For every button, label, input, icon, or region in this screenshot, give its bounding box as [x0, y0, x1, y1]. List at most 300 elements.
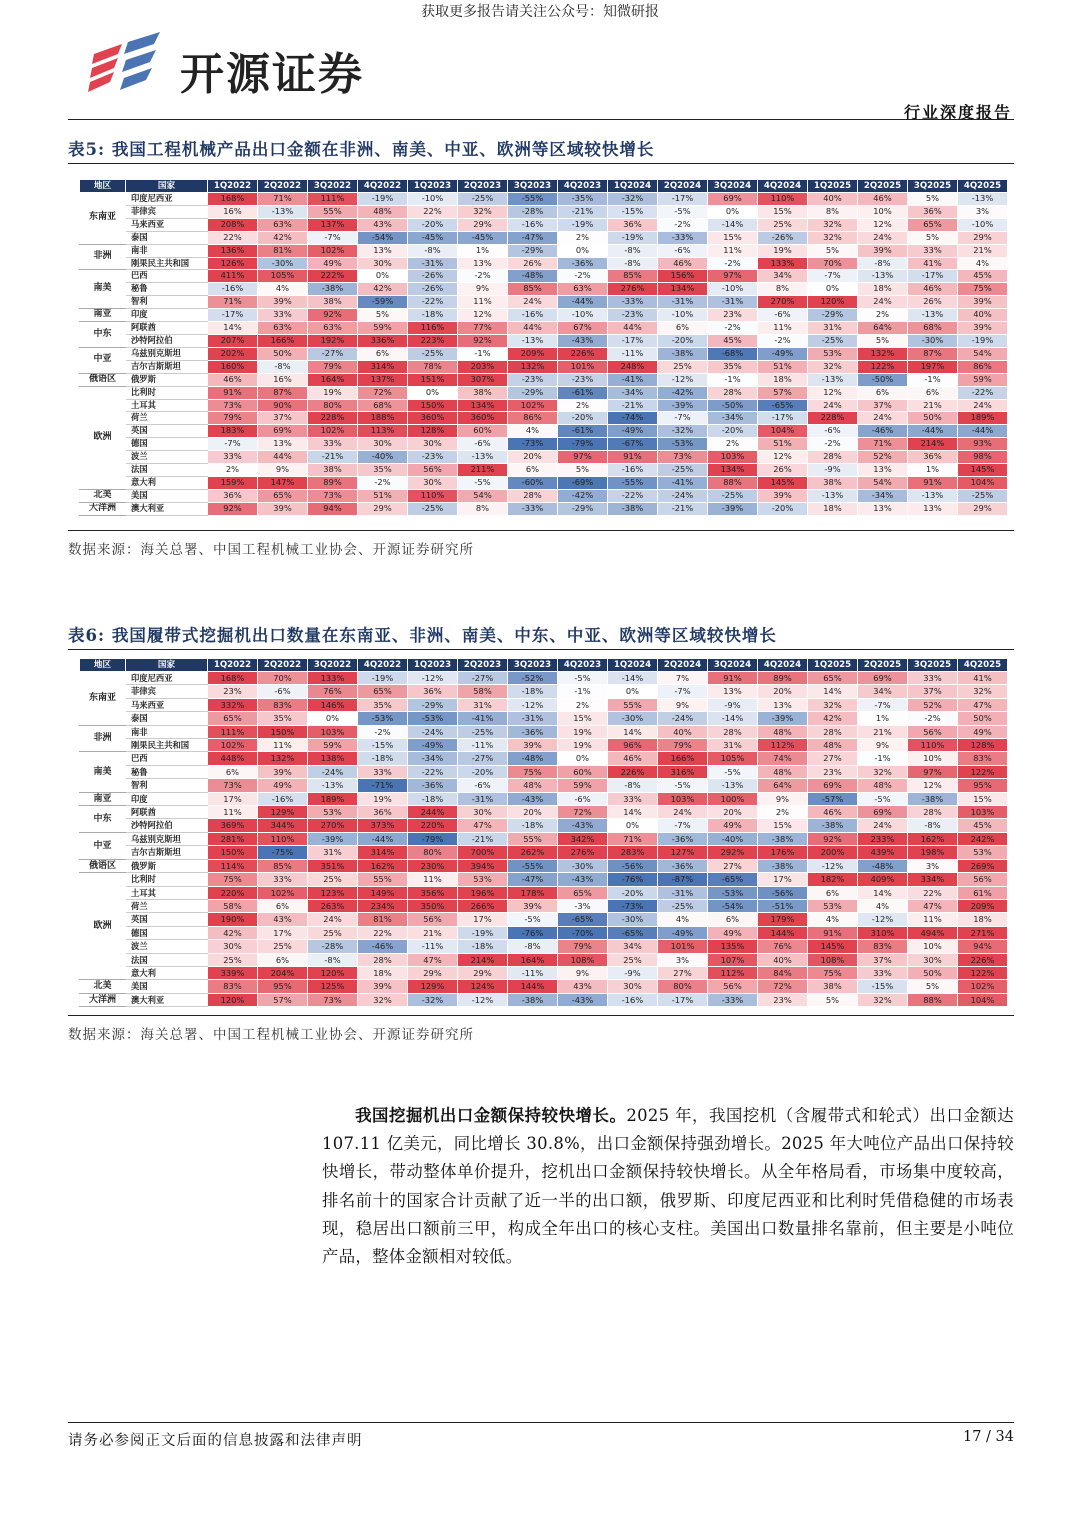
value-cell: 103%: [658, 792, 708, 805]
table6-title: [68, 622, 777, 646]
value-cell: 79%: [308, 360, 358, 373]
country-cell: 菲律宾: [126, 685, 208, 698]
country-cell: 意大利: [126, 966, 208, 979]
value-cell: 114%: [208, 859, 258, 872]
value-cell: 2%: [558, 399, 608, 412]
value-cell: 116%: [408, 322, 458, 335]
value-cell: 39%: [508, 739, 558, 752]
value-cell: 11%: [408, 873, 458, 886]
table5-bottom-rule: [68, 530, 1014, 531]
value-cell: 43%: [558, 980, 608, 993]
table-row: [80, 425, 1008, 438]
value-cell: 162%: [908, 832, 958, 845]
value-cell: -6%: [258, 685, 308, 698]
value-cell: 10%: [858, 205, 908, 218]
table6-bottom-rule: [68, 1015, 1014, 1016]
value-cell: 30%: [358, 438, 408, 451]
header-rule: [68, 119, 1014, 120]
value-cell: 36%: [358, 806, 408, 819]
table-row: [80, 980, 1008, 993]
value-cell: -18%: [458, 940, 508, 953]
header-row: [80, 659, 1008, 672]
value-cell: 89%: [308, 476, 358, 489]
value-cell: 17%: [458, 913, 508, 926]
value-cell: 20%: [508, 451, 558, 464]
value-cell: 0%: [558, 244, 608, 257]
value-cell: 11%: [458, 296, 508, 309]
value-cell: 8%: [458, 502, 508, 515]
table-row: [80, 966, 1008, 979]
value-cell: -7%: [658, 412, 708, 425]
value-cell: 369%: [208, 819, 258, 832]
value-cell: 203%: [458, 360, 508, 373]
value-cell: -55%: [608, 476, 658, 489]
value-cell: 79%: [558, 940, 608, 953]
value-cell: 18%: [958, 913, 1008, 926]
value-cell: -31%: [458, 792, 508, 805]
value-cell: -60%: [508, 476, 558, 489]
value-cell: 150%: [258, 725, 308, 738]
value-cell: 104%: [958, 993, 1008, 1006]
value-cell: 41%: [958, 672, 1008, 685]
value-cell: 87%: [908, 347, 958, 360]
table-row: [80, 451, 1008, 464]
value-cell: 50%: [908, 966, 958, 979]
value-cell: 24%: [858, 231, 908, 244]
value-cell: 10%: [908, 940, 958, 953]
value-cell: 72%: [358, 386, 408, 399]
value-cell: 110%: [758, 193, 808, 206]
value-cell: -61%: [558, 425, 608, 438]
value-cell: 12%: [858, 218, 908, 231]
table-row: [80, 205, 1008, 218]
value-cell: 102%: [958, 980, 1008, 993]
country-cell: 马来西亚: [126, 218, 208, 231]
value-cell: -10%: [958, 218, 1008, 231]
value-cell: 13%: [258, 438, 308, 451]
value-cell: 9%: [258, 464, 308, 477]
value-cell: -10%: [408, 193, 458, 206]
region-cell: 中东: [80, 806, 126, 833]
value-cell: 4%: [808, 913, 858, 926]
value-cell: 51%: [758, 360, 808, 373]
value-cell: 69%: [808, 779, 858, 792]
value-cell: 230%: [408, 859, 458, 872]
table-row: [80, 913, 1008, 926]
table6-title-text: 我国履带式挖掘机出口数量在东南亚、非洲、南美、中东、中亚、欧洲等区域较快增长: [111, 626, 777, 645]
value-cell: -43%: [508, 792, 558, 805]
value-cell: 200%: [808, 846, 858, 859]
value-cell: 276%: [608, 283, 658, 296]
value-cell: 59%: [558, 779, 608, 792]
value-cell: 32%: [808, 218, 858, 231]
value-cell: -8%: [858, 257, 908, 270]
value-cell: 95%: [958, 779, 1008, 792]
value-cell: 39%: [258, 765, 308, 778]
value-cell: 129%: [258, 806, 308, 819]
country-cell: 土耳其: [126, 399, 208, 412]
value-cell: 32%: [858, 765, 908, 778]
value-cell: 12%: [458, 309, 508, 322]
col-header-quarter: 1Q2022: [208, 659, 258, 672]
value-cell: 78%: [408, 360, 458, 373]
country-cell: 印度: [126, 309, 208, 322]
value-cell: 25%: [208, 953, 258, 966]
value-cell: 43%: [258, 913, 308, 926]
value-cell: -1%: [708, 373, 758, 386]
value-cell: -18%: [508, 685, 558, 698]
table-row: [80, 765, 1008, 778]
value-cell: 0%: [408, 386, 458, 399]
value-cell: -39%: [758, 712, 808, 725]
country-cell: 刚果民主共和国: [126, 739, 208, 752]
value-cell: 0%: [608, 819, 658, 832]
value-cell: -25%: [958, 489, 1008, 502]
value-cell: -23%: [508, 373, 558, 386]
value-cell: -61%: [558, 386, 608, 399]
value-cell: 21%: [408, 926, 458, 939]
value-cell: 37%: [858, 953, 908, 966]
table5-label: 表5:: [68, 140, 106, 159]
value-cell: -40%: [708, 832, 758, 845]
value-cell: 145%: [758, 476, 808, 489]
table6-title-rule: [68, 649, 1014, 650]
value-cell: -13%: [458, 451, 508, 464]
value-cell: 69%: [858, 672, 908, 685]
value-cell: 11%: [208, 806, 258, 819]
value-cell: 110%: [258, 832, 308, 845]
value-cell: 40%: [658, 725, 708, 738]
value-cell: 27%: [708, 859, 758, 872]
value-cell: 42%: [208, 926, 258, 939]
value-cell: -24%: [658, 489, 708, 502]
value-cell: -48%: [508, 752, 558, 765]
value-cell: 226%: [558, 347, 608, 360]
value-cell: -1%: [908, 373, 958, 386]
value-cell: -28%: [308, 940, 358, 953]
value-cell: 51%: [758, 438, 808, 451]
table-row: [80, 399, 1008, 412]
value-cell: 145%: [808, 940, 858, 953]
value-cell: 98%: [958, 451, 1008, 464]
value-cell: 32%: [458, 205, 508, 218]
col-header-quarter: 1Q2024: [608, 180, 658, 193]
value-cell: 411%: [208, 270, 258, 283]
value-cell: -20%: [608, 886, 658, 899]
value-cell: -10%: [708, 283, 758, 296]
value-cell: 73%: [308, 993, 358, 1006]
value-cell: 87%: [258, 386, 308, 399]
value-cell: 51%: [358, 489, 408, 502]
table5-wrapper: [79, 179, 1007, 516]
value-cell: -30%: [258, 257, 308, 270]
country-cell: 土耳其: [126, 886, 208, 899]
value-cell: 44%: [508, 322, 558, 335]
value-cell: -8%: [908, 819, 958, 832]
value-cell: 136%: [208, 244, 258, 257]
value-cell: 74%: [758, 752, 808, 765]
region-cell: 中东: [80, 322, 126, 348]
value-cell: 91%: [608, 451, 658, 464]
value-cell: -1%: [858, 752, 908, 765]
value-cell: 22%: [358, 926, 408, 939]
value-cell: 20%: [758, 685, 808, 698]
value-cell: 72%: [558, 806, 608, 819]
value-cell: 39%: [958, 322, 1008, 335]
col-header-country: 国家: [126, 180, 208, 193]
value-cell: 59%: [358, 322, 408, 335]
value-cell: 124%: [458, 980, 508, 993]
value-cell: -20%: [658, 334, 708, 347]
value-cell: 162%: [358, 859, 408, 872]
country-cell: 意大利: [126, 476, 208, 489]
value-cell: -19%: [608, 231, 658, 244]
value-cell: -8%: [258, 360, 308, 373]
value-cell: 8%: [808, 205, 858, 218]
country-cell: 美国: [126, 980, 208, 993]
table-row: [80, 899, 1008, 912]
value-cell: -38%: [658, 347, 708, 360]
table-row: [80, 193, 1008, 206]
table-row: [80, 244, 1008, 257]
value-cell: 34%: [608, 940, 658, 953]
value-cell: -7%: [858, 698, 908, 711]
country-cell: 沙特阿拉伯: [126, 819, 208, 832]
value-cell: 41%: [908, 257, 958, 270]
value-cell: 4%: [958, 257, 1008, 270]
value-cell: 29%: [358, 502, 408, 515]
value-cell: -23%: [558, 373, 608, 386]
value-cell: 53%: [458, 873, 508, 886]
value-cell: -32%: [408, 993, 458, 1006]
value-cell: 262%: [508, 846, 558, 859]
value-cell: 19%: [558, 725, 608, 738]
value-cell: 15%: [708, 231, 758, 244]
value-cell: 19%: [308, 386, 358, 399]
table-row: [80, 476, 1008, 489]
value-cell: -5%: [658, 779, 708, 792]
col-header-region: 地区: [80, 659, 126, 672]
value-cell: 220%: [408, 819, 458, 832]
value-cell: -49%: [758, 347, 808, 360]
value-cell: 56%: [708, 980, 758, 993]
value-cell: 45%: [958, 819, 1008, 832]
value-cell: -42%: [658, 386, 708, 399]
country-cell: 乌兹别克斯坦: [126, 832, 208, 845]
value-cell: 26%: [908, 296, 958, 309]
value-cell: -39%: [658, 399, 708, 412]
value-cell: 2%: [208, 464, 258, 477]
value-cell: 35%: [708, 360, 758, 373]
value-cell: -46%: [858, 425, 908, 438]
value-cell: 18%: [858, 283, 908, 296]
value-cell: 316%: [658, 765, 708, 778]
value-cell: 50%: [908, 412, 958, 425]
value-cell: 65%: [258, 489, 308, 502]
value-cell: 43%: [358, 218, 408, 231]
value-cell: -3%: [558, 899, 608, 912]
value-cell: 56%: [408, 464, 458, 477]
value-cell: -45%: [408, 231, 458, 244]
value-cell: 23%: [708, 309, 758, 322]
value-cell: 6%: [908, 386, 958, 399]
value-cell: 29%: [408, 966, 458, 979]
value-cell: 178%: [508, 886, 558, 899]
region-cell: 大洋洲: [80, 502, 126, 515]
value-cell: 12%: [908, 779, 958, 792]
value-cell: -16%: [508, 218, 558, 231]
value-cell: 46%: [608, 752, 658, 765]
col-header-quarter: 1Q2023: [408, 180, 458, 193]
value-cell: -73%: [608, 899, 658, 912]
value-cell: 166%: [258, 334, 308, 347]
value-cell: 32%: [808, 231, 858, 244]
top-note: 获取更多报告请关注公众号：知微研报: [421, 4, 659, 20]
value-cell: 65%: [558, 886, 608, 899]
value-cell: 105%: [708, 752, 758, 765]
value-cell: 73%: [658, 451, 708, 464]
country-cell: 阿联酋: [126, 322, 208, 335]
country-cell: 印度尼西亚: [126, 672, 208, 685]
paragraph-lead: 我国挖掘机出口金额保持较快增长。: [354, 1106, 627, 1125]
value-cell: 164%: [308, 373, 358, 386]
col-header-quarter: 4Q2022: [358, 659, 408, 672]
value-cell: 350%: [408, 899, 458, 912]
value-cell: 25%: [308, 873, 358, 886]
value-cell: 214%: [458, 953, 508, 966]
value-cell: 12%: [758, 451, 808, 464]
value-cell: 103%: [958, 806, 1008, 819]
table-row: [80, 725, 1008, 738]
value-cell: 83%: [208, 980, 258, 993]
value-cell: 266%: [458, 899, 508, 912]
value-cell: 90%: [258, 399, 308, 412]
region-cell: 非洲: [80, 244, 126, 270]
value-cell: 63%: [308, 322, 358, 335]
value-cell: -19%: [458, 926, 508, 939]
value-cell: 5%: [908, 231, 958, 244]
value-cell: -33%: [658, 231, 708, 244]
value-cell: 4%: [508, 425, 558, 438]
value-cell: 147%: [258, 476, 308, 489]
value-cell: -16%: [608, 993, 658, 1006]
value-cell: 21%: [858, 725, 908, 738]
value-cell: -13%: [808, 489, 858, 502]
country-cell: 英国: [126, 913, 208, 926]
col-header-quarter: 2Q2025: [858, 180, 908, 193]
value-cell: 24%: [808, 399, 858, 412]
value-cell: -14%: [708, 712, 758, 725]
value-cell: 133%: [308, 672, 358, 685]
value-cell: 23%: [208, 685, 258, 698]
value-cell: 36%: [208, 489, 258, 502]
table-row: [80, 464, 1008, 477]
table5-source: 数据来源：海关总署、中国工程机械工业协会、开源证券研究所: [68, 542, 474, 558]
value-cell: 494%: [908, 926, 958, 939]
table-row: [80, 218, 1008, 231]
col-header-quarter: 4Q2025: [958, 180, 1008, 193]
value-cell: 64%: [858, 322, 908, 335]
value-cell: 37%: [858, 399, 908, 412]
value-cell: 85%: [258, 859, 308, 872]
value-cell: 15%: [558, 712, 608, 725]
value-cell: -5%: [658, 205, 708, 218]
value-cell: 92%: [808, 832, 858, 845]
value-cell: 44%: [608, 322, 658, 335]
value-cell: -17%: [658, 193, 708, 206]
col-header-quarter: 2Q2023: [458, 659, 508, 672]
value-cell: 13%: [858, 502, 908, 515]
col-header-quarter: 3Q2025: [908, 180, 958, 193]
value-cell: 107%: [708, 953, 758, 966]
value-cell: 65%: [808, 672, 858, 685]
value-cell: 222%: [308, 270, 358, 283]
value-cell: 198%: [908, 846, 958, 859]
value-cell: 188%: [358, 412, 408, 425]
value-cell: 55%: [308, 205, 358, 218]
value-cell: 135%: [708, 940, 758, 953]
value-cell: 270%: [308, 819, 358, 832]
value-cell: 10%: [908, 752, 958, 765]
value-cell: 207%: [208, 334, 258, 347]
value-cell: -30%: [608, 712, 658, 725]
value-cell: 196%: [458, 886, 508, 899]
table-row: [80, 779, 1008, 792]
value-cell: 60%: [458, 425, 508, 438]
value-cell: 6%: [708, 913, 758, 926]
value-cell: 202%: [208, 347, 258, 360]
value-cell: 39%: [358, 980, 408, 993]
value-cell: -27%: [308, 347, 358, 360]
value-cell: 6%: [208, 765, 258, 778]
value-cell: -47%: [508, 231, 558, 244]
value-cell: 226%: [958, 953, 1008, 966]
brand-logo: [88, 32, 418, 98]
value-cell: 57%: [258, 993, 308, 1006]
table-row: [80, 940, 1008, 953]
region-cell: 南美: [80, 270, 126, 309]
value-cell: 204%: [258, 966, 308, 979]
value-cell: 214%: [908, 438, 958, 451]
table-row: [80, 953, 1008, 966]
value-cell: 86%: [508, 412, 558, 425]
value-cell: -9%: [808, 464, 858, 477]
value-cell: 38%: [458, 386, 508, 399]
table-row: [80, 296, 1008, 309]
value-cell: -41%: [458, 712, 508, 725]
col-header-country: 国家: [126, 659, 208, 672]
col-header-quarter: 1Q2025: [808, 180, 858, 193]
value-cell: -6%: [808, 425, 858, 438]
value-cell: 33%: [358, 765, 408, 778]
value-cell: 56%: [908, 725, 958, 738]
value-cell: -40%: [358, 451, 408, 464]
value-cell: 97%: [558, 451, 608, 464]
col-header-quarter: 3Q2022: [308, 659, 358, 672]
value-cell: -68%: [708, 347, 758, 360]
value-cell: 176%: [758, 846, 808, 859]
value-cell: 129%: [408, 980, 458, 993]
value-cell: 228%: [808, 412, 858, 425]
value-cell: -36%: [658, 859, 708, 872]
value-cell: 40%: [808, 193, 858, 206]
value-cell: 33%: [908, 244, 958, 257]
value-cell: 55%: [358, 873, 408, 886]
value-cell: 281%: [208, 832, 258, 845]
value-cell: -9%: [608, 966, 658, 979]
value-cell: 69%: [708, 193, 758, 206]
value-cell: 46%: [858, 193, 908, 206]
